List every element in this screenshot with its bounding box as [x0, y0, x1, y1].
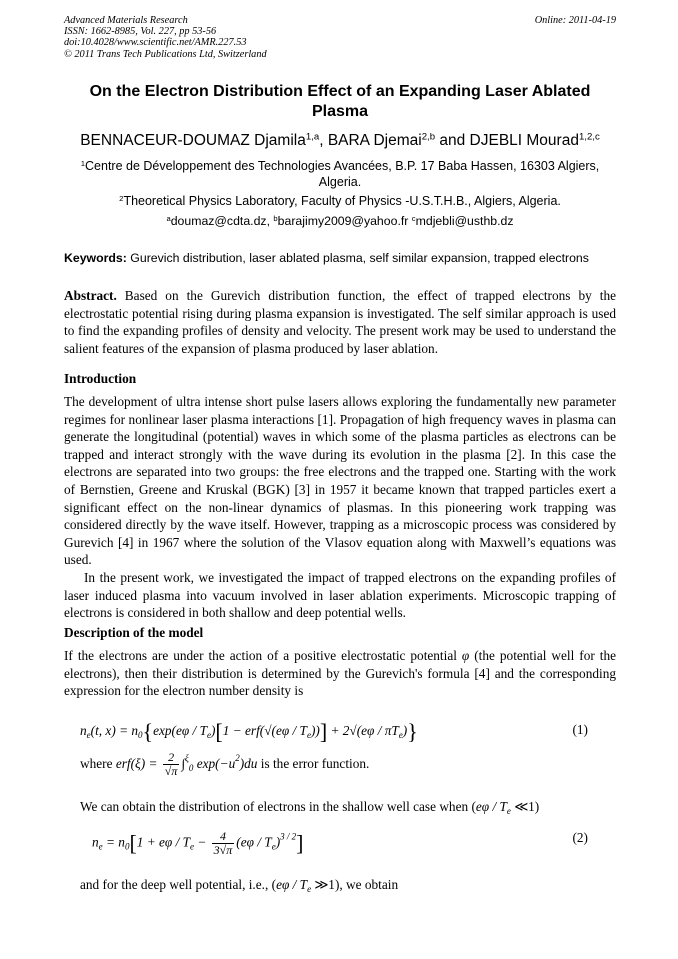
deep-ratio: eφ / T	[276, 877, 308, 892]
shallow-well-condition: We can obtain the distribution of electrons in the shallow well case when ($e\varphi / T_e$ ≪1)	[80, 799, 540, 816]
where-text: where	[80, 756, 116, 771]
journal-header	[64, 15, 616, 60]
affiliation-marker: 1	[80, 158, 86, 168]
shallow-ratio: eφ / T	[475, 799, 507, 814]
email-marker: b	[273, 213, 278, 223]
affiliation	[64, 193, 616, 209]
introduction-paragraph: The development of ultra intense short pulse lasers allows exploring the fundamentally new parameter regimes for nonlinear laser plasma interactions [1]. Propagation of high frequency waves in plasma can generate the longitudinal (potential) waves in which some of the plasma particles as electrons can be trapped and interact strongly with the wave during its evolution in the plasma [2]. In this case the electrons are separated into two groups: the free electrons and the trapped one. Starting with the work of Bernstien, Greene and Kruskal (BGK) [3] in 1957 it became known that trapped particles exert a significant effect on the non-linear dynamics of plasmas. In this pioneering work trapping was considered directly by the wave itself. However, trapping as a microscopic process was considered by Gurevich [4] in 1967 where the solution of the Vlasov equation along with Maxwell’s equations was used.	[64, 394, 616, 568]
erf-formula: erf(ξ) = $\frac{2}{√\pi}$ ∫$^\xi_0$ $\exp(-u^2)du$	[115, 750, 258, 779]
email-marker: c	[411, 213, 416, 223]
equation-number: (2)	[572, 830, 588, 845]
model-text: (the potential well for the electrons), then their distribution is determined by the Gurevich's formula [4] and the corresponding expression for the electron number density is	[64, 648, 616, 699]
paper-title: On the Electron Distribution Effect of an Expanding Laser Ablated Plasma	[89, 83, 591, 120]
email-link[interactable]: doumaz@cdta.dz,	[170, 214, 274, 228]
error-function-definition	[80, 750, 600, 778]
equation-2-formula: $n_e = n_0[1 + e\varphi / T_e$ − $\frac{4}{3√\pi}$ $(e\varphi / T_e)^{3 / 2}$]	[92, 829, 304, 857]
deep-text: ), we obtain	[334, 877, 399, 892]
email-list	[64, 213, 616, 229]
equation-number: (1)	[572, 722, 588, 737]
abstract-text: Based on the Gurevich distribution function, the effect of trapped electrons by the electrostatic potential rising during plasma expansion is investigated. The self similar approach is used to find the expanding profiles of density and velocity. The present work may be used to understand the salient features of the expansion of plasma produced by laser ablation.	[64, 288, 616, 356]
keywords	[64, 250, 616, 266]
model-paragraph	[64, 647, 616, 700]
shallow-relation: ≪1	[510, 799, 535, 814]
deep-relation: ≫1	[311, 877, 335, 892]
phi-symbol: φ	[461, 648, 470, 663]
affiliation-text: Centre de Développement des Technologies Avancées, B.P. 17 Baba Hassen, 16303 Algiers, Algeria.	[85, 159, 600, 189]
author-separator: ,	[319, 132, 328, 149]
introduction-body	[64, 393, 616, 622]
where-text: is the error function.	[257, 756, 370, 771]
author-separator: and	[435, 132, 470, 149]
shallow-text: )	[534, 799, 540, 814]
journal-name: Advanced Materials Research	[64, 15, 188, 26]
model-heading: Description of the model	[64, 625, 204, 640]
author-list	[64, 131, 616, 151]
keywords-text: Gurevich distribution, laser ablated plasma, self similar expansion, trapped electrons	[126, 251, 589, 265]
author-name: DJEBLI Mourad	[469, 132, 579, 149]
deep-well-condition: and for the deep well potential, i.e., ($e\varphi / T_e$ ≫1), we obtain	[80, 877, 399, 894]
copyright-line: © 2011 Trans Tech Publications Ltd, Switzerland	[64, 48, 267, 60]
introduction-heading: Introduction	[64, 371, 137, 386]
email-link[interactable]: barajimy2009@yahoo.fr	[277, 214, 412, 228]
doi-line: doi:10.4028/www.scientific.net/AMR.227.53	[64, 37, 247, 49]
model-text: If the electrons are under the action of a positive electrostatic potential	[64, 648, 462, 663]
affiliation	[64, 158, 616, 190]
equation-2	[64, 820, 616, 860]
email-link[interactable]: mdjebli@usthb.dz	[415, 214, 514, 228]
equation-1	[64, 713, 616, 747]
online-date: Online: 2011-04-19	[534, 15, 616, 26]
author-affiliation-marker: 1,a	[305, 131, 320, 143]
abstract-label: Abstract.	[64, 288, 117, 303]
affiliation-text: Theoretical Physics Laboratory, Faculty of Physics -U.S.T.H.B., Algiers, Algeria.	[123, 194, 561, 208]
affiliation-marker: 2	[119, 193, 124, 203]
author-name: BENNACEUR-DOUMAZ Djamila	[80, 132, 306, 149]
author-affiliation-marker: 2,b	[421, 131, 436, 143]
introduction-paragraph: In the present work, we investigated the impact of trapped electrons on the expanding profiles of laser induced plasma into vacuum involved in laser ablation experiments. Microscopic trapping of electrons is considered in both shallow and deep potential wells.	[64, 569, 616, 621]
abstract	[64, 287, 616, 357]
deep-text: and for the deep well potential, i.e., (	[80, 877, 277, 892]
issn-line: ISSN: 1662-8985, Vol. 227, pp 53-56	[64, 26, 217, 38]
author-affiliation-marker: 1,2,c	[578, 131, 600, 143]
email-marker: a	[166, 213, 171, 223]
keywords-label: Keywords:	[64, 251, 127, 265]
equation-1-formula: $n_e(t$, $x) = n_0\{\exp(e\varphi / T_e)[1 - erf(√(e\varphi / T_e))] + 2√(e\varphi / \pi T_e)\}$	[80, 719, 418, 744]
shallow-text: We can obtain the distribution of electrons in the shallow well case when (	[80, 799, 476, 814]
author-name: BARA Djemai	[327, 132, 422, 149]
